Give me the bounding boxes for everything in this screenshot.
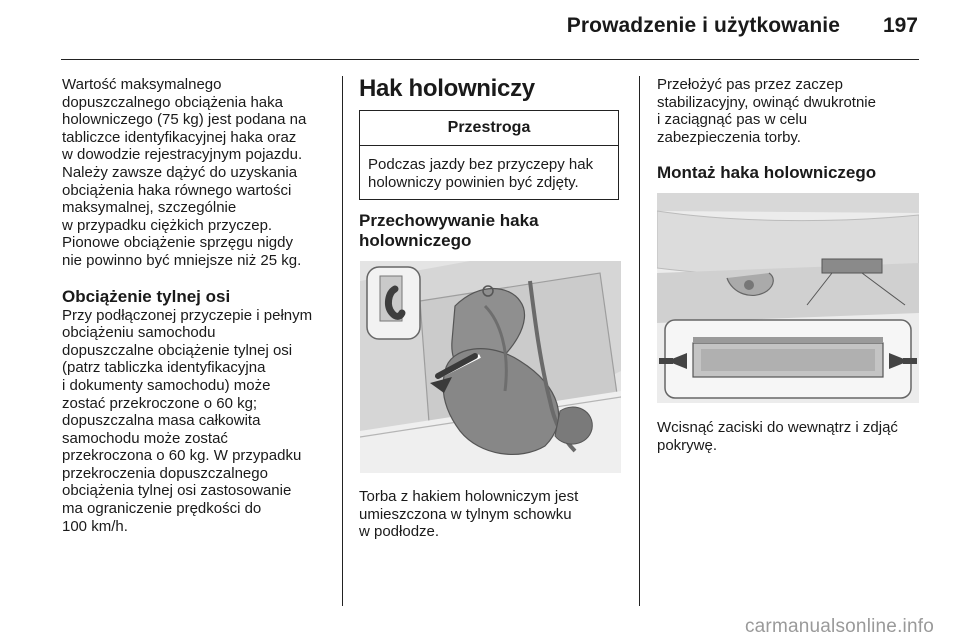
tow-hook-bag-drawing	[360, 261, 621, 473]
storage-caption: Torba z hakiem holowniczym jest umieszczona w tylnym schowku w podłodze.	[359, 488, 579, 541]
header-rule	[61, 59, 919, 60]
column-divider-1	[342, 76, 343, 606]
caution-text: Podczas jazdy bez przyczepy hak holowniczy powinien być zdjęty.	[368, 156, 594, 191]
caution-title: Przestroga	[360, 111, 618, 146]
bumper-cover-illustration	[657, 193, 919, 403]
storage-heading: Przechowywanie haka holowniczego	[359, 211, 539, 251]
rear-axle-paragraph: Przy podłączonej przyczepie i pełnym obciążeniu samochodu dopuszczalne obciążenie tylnej osi (patrz tabliczka identyfikacyjna i dokumenty samochodu) może zostać przekroczone o 60 kg; dopuszczalna masa całkowita samochodu może zostać przekroczona o 60 kg. W przypadku przekroczenia dopuszczalnego obciążenia tylnej osi zastosowanie ma ograniczenie prędkości do 100 km/h.	[62, 306, 313, 535]
header-title: Prowadzenie i użytkowanie	[566, 14, 840, 37]
storage-caption-block	[359, 488, 621, 541]
column-divider-2	[639, 76, 640, 606]
bumper-cover-drawing	[657, 193, 919, 403]
tow-hook-bag-illustration	[360, 261, 621, 473]
column-3	[657, 76, 922, 183]
page-header	[0, 14, 960, 44]
section-title: Hak holowniczy	[359, 75, 535, 102]
mounting-caption-block	[657, 419, 922, 454]
towbar-load-paragraph: Wartość maksymalnego dopuszczalnego obciążenia haka holowniczego (75 kg) jest podana na tabliczce identyfikacyjnej haka oraz w dowodzie rejestracyjnym pojazdu. Należy zawsze dążyć do uzyskania obciążenia haka równego wartości maksymalnej, szczególnie w przypadku ciężkich przyczep. Pionowe obciążenie sprzęgu nigdy nie powinno być mniejsze niż 25 kg.	[62, 76, 307, 269]
strap-paragraph: Przełożyć pas przez zaczep stabilizacyjny, owinąć dwukrotnie i zaciągnąć pas w celu zabezpieczenia torby.	[657, 76, 876, 146]
mounting-caption: Wcisnąć zaciski do wewnątrz i zdjąć pokrywę.	[657, 419, 898, 454]
caution-box	[359, 110, 619, 200]
rear-axle-heading: Obciążenie tylnej osi	[62, 286, 231, 306]
column-2	[359, 76, 621, 251]
column-1	[62, 76, 334, 535]
page-number: 197	[882, 14, 918, 37]
watermark: carmanualsonline.info	[744, 616, 934, 637]
mounting-heading: Montaż haka holowniczego	[657, 163, 877, 183]
